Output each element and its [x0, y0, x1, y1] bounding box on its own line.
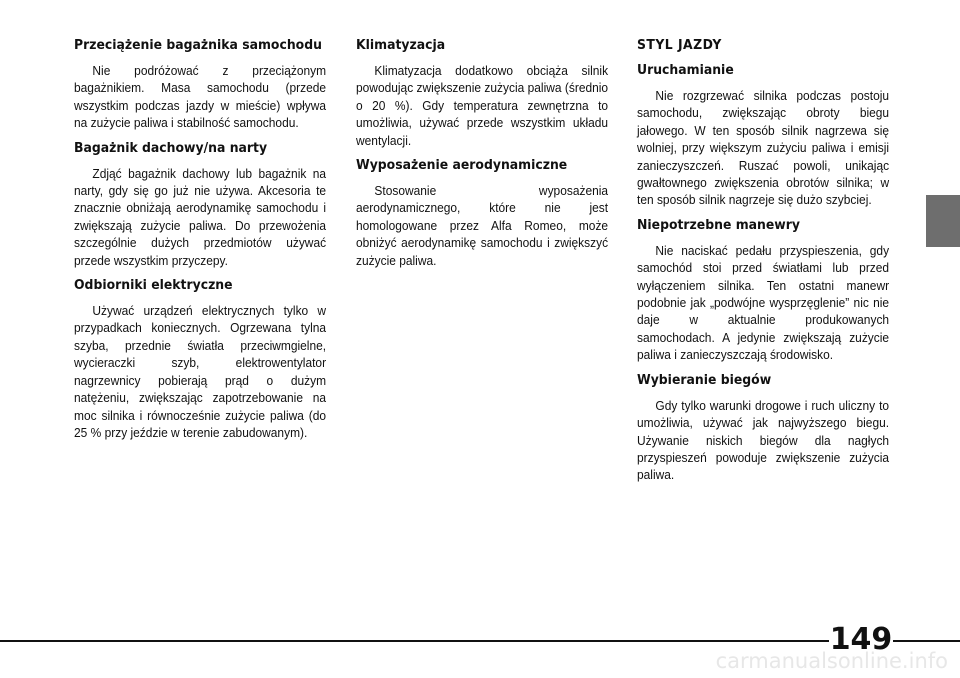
column-left	[74, 37, 326, 449]
column-right	[637, 37, 889, 492]
section-heading: Klimatyzacja	[356, 37, 446, 53]
page-number: 149	[829, 620, 893, 660]
section-heading: Bagażnik dachowy/na narty	[74, 139, 268, 156]
section-heading: Niepotrzebne manewry	[637, 216, 800, 233]
section-heading: Odbiorniki elektryczne	[74, 277, 233, 294]
column-middle	[356, 37, 608, 277]
section-heading: Wyposażenie aerodynamiczne	[356, 157, 568, 174]
section-paragraph: Klimatyzacja dodatkowo obciąża silnik powodując zwiększenie zużycia paliwa (średnio o 20 %). Gdy temperatura zewnętrzna to umożliwia, używać przede wszystkim układu wentylacji.	[356, 63, 609, 148]
section-paragraph: Zdjąć bagażnik dachowy lub bagażnik na narty, gdy się go już nie używa. Akcesoria te znacznie obniżają aerodynamikę samochodu i zwiększają zużycie paliwa. Do przewożenia szczególnie dużych przedmiotów używać przede wszystkim przyczepy.	[74, 165, 327, 268]
section-paragraph: Nie rozgrzewać silnika podczas postoju samochodu, zwiększając obroty biegu jałowego. W ten sposób silnik nagrzewa się wolniej, przy większym zużyciu paliwa i emisji zanieczyszczeń. Ruszać powoli, unikając gwałtownego zwiększenia obrotów silnika; w ten sposób silnik nagrzeje się dużo szybciej.	[637, 88, 890, 208]
section-heading: Wybieranie biegów	[637, 371, 772, 388]
chapter-title: STYL JAZDY	[637, 37, 722, 53]
section-paragraph: Nie podróżować z przeciążonym bagażnikiem. Masa samochodu (przede wszystkim podczas jazdy w mieście) wpływa na zużycie paliwa i stabilność samochodu.	[74, 63, 327, 131]
section-paragraph: Nie naciskać pedału przyspieszenia, gdy samochód stoi przed światłami lub przed wyłączeniem silnika. Ten ostatni manewr podobnie jak „podwójne wysprzęglenie” nic nie daje w aktualnie produkowanych samochodach. A jedynie zwiększają zużycie paliwa i zanieczyszczają środowisko.	[637, 242, 890, 363]
section-heading: Przeciążenie bagażnika samochodu	[74, 37, 322, 53]
section-paragraph: Używać urządzeń elektrycznych tylko w przypadkach koniecznych. Ogrzewana tylna szyba, przednie światła przeciwmgielne, wycieraczki szyb, elektrowentylator nagrzewnicy pobierają prąd o dużym natężeniu, zwiększając zapotrzebowanie na moc silnika i równocześnie zużycie paliwa (do 25 % przy jeździe w terenie zabudowanym).	[74, 303, 327, 440]
footer-rule	[0, 640, 960, 642]
section-paragraph: Gdy tylko warunki drogowe i ruch uliczny to umożliwia, używać jak najwyższego biegu. Używanie niskich biegów dla nagłych przyspieszeń powoduje zwiększenie zużycia paliwa.	[637, 397, 890, 483]
section-paragraph: Stosowanie wyposażenia aerodynamicznego, które nie jest homologowane przez Alfa Romeo, może obniżyć aerodynamikę samochodu i zwiększyć zużycie paliwa.	[356, 183, 609, 268]
chapter-thumb-tab	[926, 195, 960, 247]
section-heading: Uruchamianie	[637, 62, 734, 78]
watermark: carmanualsonline.info	[715, 649, 948, 673]
